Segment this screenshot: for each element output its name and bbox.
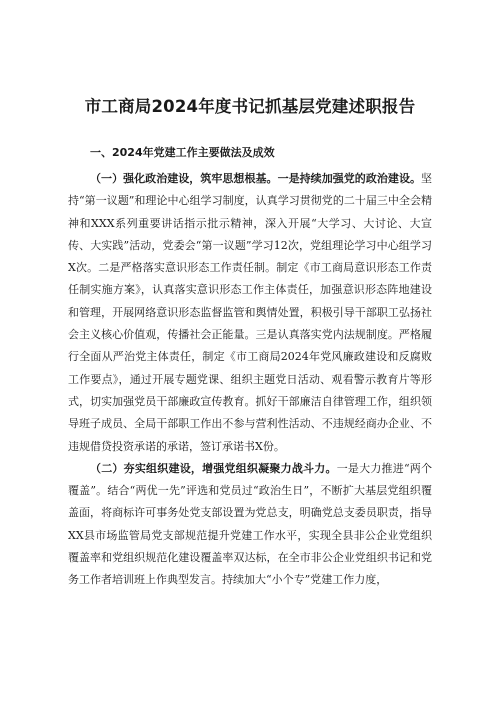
document-title: 市工商局2024年度书记抓基层党建述职报告: [84, 97, 416, 116]
paragraph-lead: （一）强化政治建设，筑牢思想根基。: [90, 172, 278, 185]
paragraph-political-building: [68, 168, 432, 458]
section-heading: 一、2024年党建工作主要做法及成效: [90, 146, 275, 159]
paragraph-body: 一是大力推进“两个覆盖”。结合“两优一先”评选和党员过“政治生日”，不断扩大基层党组织覆盖面，将商标许可事务处党支部设置为党总支，明确党总支委员职责，指导XX县市场监管局党支部规范提升党建工作水平，实现全县非公企业党组织覆盖率和党组织规范化建设覆盖率双达标，在全市非公企业党组织书记和党务工作者培训班上作典型发言。持续加大“小个专”党建工作力度，: [68, 461, 433, 587]
paragraph-sublead: 一是持续加强党的政治建设。: [277, 172, 422, 185]
paragraph-lead: （二）夯实组织建设，增强党组织凝聚力战斗力。: [90, 461, 337, 475]
paragraph-organization-building: [68, 458, 432, 592]
paragraph-body: 坚持“第一议题”和理论中心组学习制度，认真学习贯彻党的二十届三中全会精神和XXX系列重要讲话指示批示精神，深入开展“大学习、大讨论、大宣传、大实践”活动，党委会“第一议题”学习12次，党组理论学习中心组学习X次。二是严格落实意识形态工作责任制。制定《市工商局意识形态工作责任制实施方案》，认真落实意识形态工作主体责任，加强意识形态阵地建设和管理，开展网络意识形态监督监管和舆情处置，积极引导干部职工弘扬社会主义核心价值观，传播社会正能量。三是认真落实党内法规制度。严格履行全面从严治党主体责任，制定《市工商局2024年党风廉政建设和反腐败工作要点》，通过开展专题党课、组织主题党日活动、观看警示教育片等形式，切实加强党员干部廉政宣传教育。抓好干部廉洁自律管理工作，组织领导班子成员、全局干部职工作出不参与营利性活动、不违规经商办企业、不违规借贷投资承诺的承诺，签订承诺书X份。: [68, 172, 433, 453]
